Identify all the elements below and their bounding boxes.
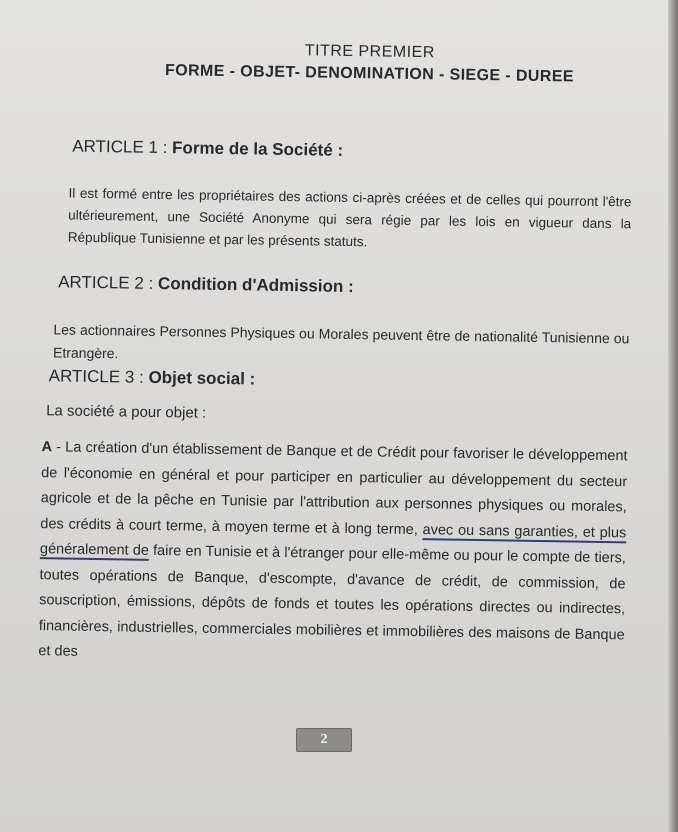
- title-premier: TITRE PREMIER: [304, 42, 435, 62]
- article-3-item-text-before: - La création d'un établissement de Banque et de Crédit pour favoriser le développement de l'économie en général et pour participer en particulier au développement du secteur agricole et de la pêche en Tunisie par l'attribution aux personnes physiques ou morales, des crédits à court terme, à moyen terme et à long terme,: [40, 439, 628, 538]
- article-1-text: Il est formé entre les propriétaires des actions ci-après créées et de celles qui pourront l'être ultérieurement, une Société Anonyme qui sera régie par les lois en vigueur dans la République Tunisienne et par les présents statuts.: [67, 185, 632, 250]
- article-3-item-a: [24, 435, 628, 674]
- article-3-item-text-after: faire en Tunisie et à l'étranger pour elle-même ou pour le compte de tiers, toutes opérations de Banque, d'escompte, d'avance de crédit, de commission, de souscription, émissions, dépôts de fonds et toutes les opérations directes ou indirectes, financières, industrielles, commerciales mobilières et immobilières des maisons de Banque et des: [38, 542, 627, 660]
- article-3-item-letter: A: [41, 439, 53, 456]
- article-2-text: Les actionnaires Personnes Physiques ou Morales peuvent être de nationalité Tunisienne ou Etrangère.: [52, 321, 630, 362]
- page-content: [24, 38, 634, 674]
- article-3-intro: La société a pour objet :: [46, 402, 207, 422]
- article-3-number: ARTICLE 3 :: [48, 366, 149, 387]
- article-3-title: Objet social :: [148, 367, 256, 389]
- article-1-number: ARTICLE 1 :: [72, 136, 173, 158]
- article-1-title: Forme de la Société :: [171, 138, 344, 160]
- page-number: 2: [296, 728, 352, 752]
- title-main: FORME - OBJET- DENOMINATION - SIEGE - DUREE: [164, 62, 575, 86]
- page-edge-shadow: [668, 0, 678, 832]
- article-3-item-text-underlined: avec ou sans garanties, et plus généralement de: [39, 521, 627, 559]
- article-2-number: ARTICLE 2 :: [58, 272, 159, 293]
- article-2-title: Condition d'Admission :: [157, 273, 354, 297]
